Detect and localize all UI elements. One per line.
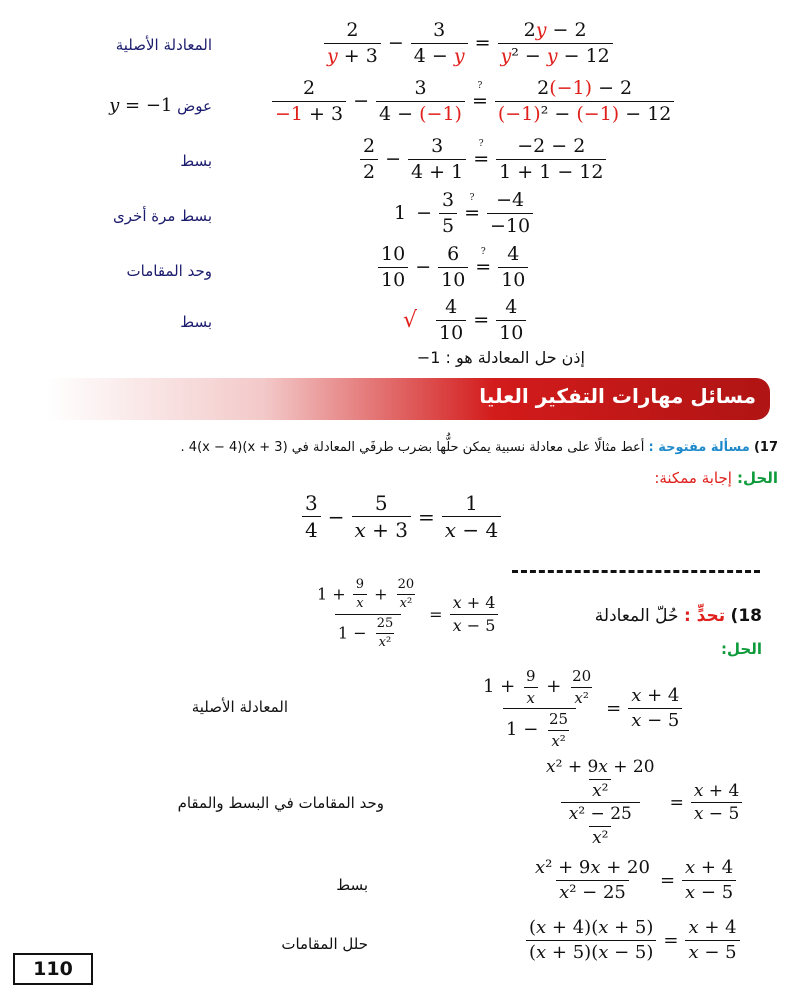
q17-solution: [654, 468, 778, 487]
page-number: 110: [13, 953, 93, 985]
equation-simplified: $\frac{2}{2}$ − $\frac{3}{4 + 1}$ = ? $\frac{-2 - 2}{1 + 1 - 12}$: [358, 136, 608, 183]
equation2-original: 1 + $\frac{9}{x}$ + $\frac{20}{\text{x²}}$ 1 − $\frac{25}{\text{x²}}$ = $\frac{x + 4}{x - 5}$: [478, 668, 684, 749]
equation-common-denominator: $\frac{10}{10}$ − $\frac{6}{10}$ = ? $\frac{4}{10}$: [376, 244, 530, 291]
q18-title: تحدٍّ :: [683, 606, 726, 626]
check-mark-icon: √: [403, 307, 418, 333]
conclusion-text: إذن حل المعادلة هو : 1−: [416, 348, 585, 367]
banner-title: مسائل مهارات التفكير العليا: [479, 384, 756, 408]
step-label-simplify-again: بسط مرة أخرى: [113, 207, 212, 225]
q18-solution-label: الحل:: [721, 640, 762, 658]
step2-label-factor: حلل المقامات: [281, 935, 368, 953]
q17-solution-label: الحل:: [737, 469, 778, 487]
step-label-simplify-final: بسط: [180, 313, 212, 331]
step-label-substitute: عوض y = −1: [109, 95, 212, 116]
q17-answer-equation: $\frac{3}{4}$ − $\frac{5}{x + 3}$ = $\frac{1}{x - 4}$: [300, 492, 503, 541]
q17-text: أعط مثالًا على معادلة نسبية يمكن حلُّها بضرب طرفَي المعادلة في (x + 3)(x − 4)4 .: [180, 440, 645, 455]
equation2-factored: $\frac{(x + 4)(x + 5)}{(x + 5)(x - 5)}$ = $\frac{x + 4}{x - 5}$: [524, 918, 742, 963]
step-label-simplify: بسط: [180, 152, 212, 170]
equation-substituted: $\frac{2}{-1 + 3}$ − $\frac{3}{4 - (-1)}$ = ? $\frac{2(-1) - 2}{\text{(−1)² − (−1) − 12}}$: [270, 78, 676, 125]
step2-label-original: المعادلة الأصلية: [191, 698, 288, 716]
divider-dashes: [512, 570, 760, 573]
q17-title: مسألة مفتوحة :: [648, 440, 750, 455]
step2-label-common-denominator: وحد المقامات في البسط والمقام: [177, 794, 384, 812]
question-18: [595, 606, 762, 626]
equation-original: $\frac{2}{y + 3}$ − $\frac{3}{4 - y}$ = $\frac{2y - 2}{\text{y² − y − 12}}$: [322, 20, 615, 67]
q17-number: 17): [753, 440, 778, 455]
q18-equation: 1 + $\frac{9}{x}$ + $\frac{20}{\text{x²}}$ 1 − $\frac{25}{\text{x²}}$ = $\frac{x + 4}{x - 5}$: [312, 578, 500, 650]
q17-solution-note: إجابة ممكنة:: [654, 469, 732, 487]
step2-label-simplify: بسط: [336, 876, 368, 894]
step-label-original: المعادلة الأصلية: [115, 36, 212, 54]
equation-simplified-again: 1 − $\frac{3}{5}$ = ? $\frac{-4}{-10}$: [394, 190, 535, 237]
question-17: [181, 440, 778, 455]
step-label-common-denominator: وحد المقامات: [126, 262, 212, 280]
q18-number: 18): [730, 606, 762, 626]
equation2-simplified: $\frac{\text{x² + 9x + 20}}{\text{x² − 25}}$ = $\frac{x + 4}{x - 5}$: [530, 858, 738, 903]
q18-text: حُلّ المعادلة: [594, 606, 679, 626]
equation2-common-denominator: $\frac{\frac{\text{x² + 9x + 20}}{\text{x²}}}{\frac{\text{x² − 25}}{\text{x²}}}$ = $\frac{x + 4}{x - 5}$: [536, 758, 744, 848]
equation-final-check: √ $\frac{4}{10}$ = $\frac{4}{10}$: [398, 297, 528, 344]
section-banner: [46, 378, 770, 420]
